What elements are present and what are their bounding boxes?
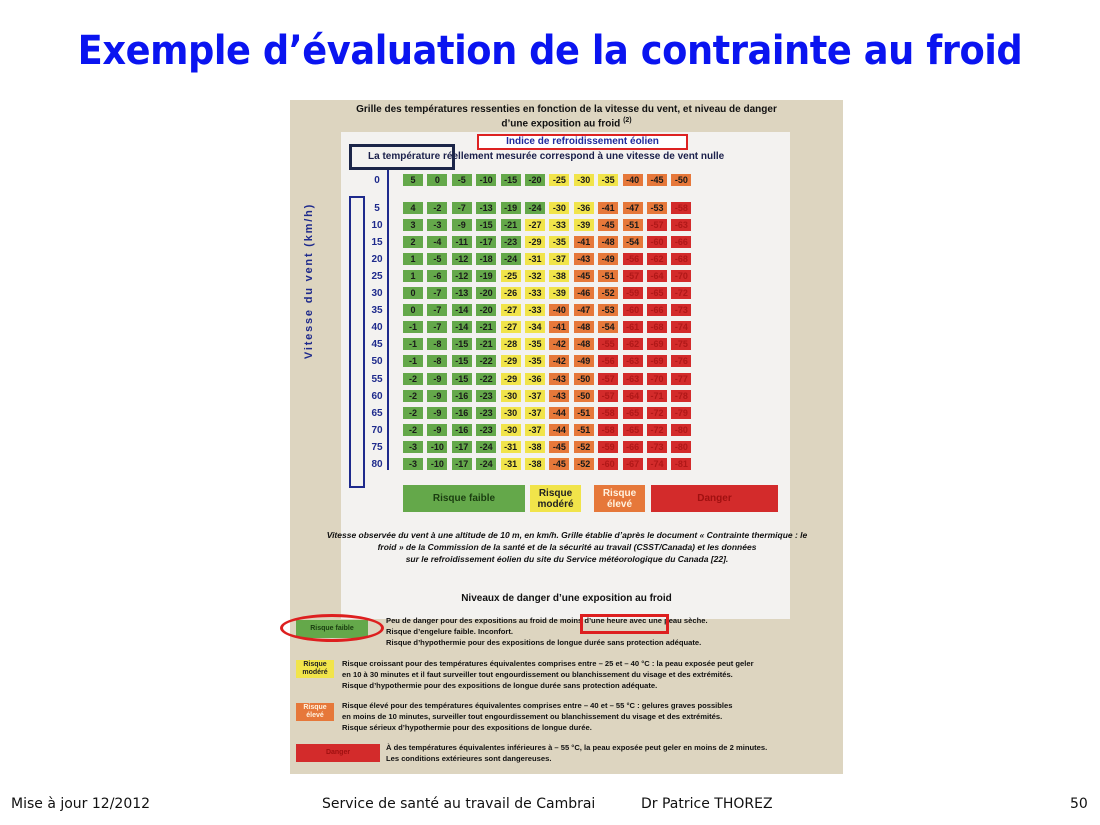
grid-cell: -21: [476, 338, 496, 350]
header-cell: -30: [574, 174, 594, 186]
grid-cell: -49: [574, 355, 594, 367]
header-cell: -35: [598, 174, 618, 186]
grid-cell: -57: [598, 390, 618, 402]
grid-cell: -43: [549, 373, 569, 385]
speed-label: 10: [371, 220, 383, 232]
legend-risque-faible: Risque faible: [403, 485, 525, 512]
grid-cell: -48: [598, 236, 618, 248]
grid-cell: -24: [476, 441, 496, 453]
grid-cell: -21: [501, 219, 521, 231]
grid-cell: -37: [525, 407, 545, 419]
grid-cell: -72: [671, 287, 691, 299]
grid-cell: -23: [476, 424, 496, 436]
grid-cell: -21: [476, 321, 496, 333]
grid-cell: -33: [549, 219, 569, 231]
grid-cell: -31: [501, 458, 521, 470]
wind-axis-label: Vitesse du vent (km/h): [303, 202, 315, 360]
grid-cell: -37: [525, 424, 545, 436]
grid-cell: -14: [452, 304, 472, 316]
grid-cell: -64: [647, 270, 667, 282]
grid-cell: -63: [623, 373, 643, 385]
grid-cell: -19: [476, 270, 496, 282]
speed-label: 15: [371, 237, 383, 249]
grid-cell: -61: [623, 321, 643, 333]
level-text-faible-line3: Risque d’hypothermie pour des expositions de longue durée sans protection adéquate.: [386, 638, 702, 647]
grid-cell: -72: [647, 407, 667, 419]
highlight-oval: [280, 614, 384, 642]
grid-cell: -66: [623, 441, 643, 453]
grid-cell: -9: [427, 390, 447, 402]
level-text-eleve: [342, 700, 837, 733]
grid-cell: -66: [671, 236, 691, 248]
mesure-highlight-box: [349, 144, 455, 170]
grid-cell: -9: [427, 424, 447, 436]
grid-cell: -44: [549, 424, 569, 436]
grid-cell: -40: [549, 304, 569, 316]
grid-cell: -10: [427, 458, 447, 470]
speed-label: 45: [371, 339, 383, 351]
header-cell: 5: [403, 174, 423, 186]
grid-cell: -34: [525, 321, 545, 333]
level-text-modere-line3: Risque d’hypothermie pour des expositions de longue durée sans protection adéquate.: [342, 681, 658, 690]
grid-cell: -9: [427, 407, 447, 419]
grid-cell: -17: [452, 458, 472, 470]
grid-cell: -35: [549, 236, 569, 248]
footer-service: Service de santé au travail de Cambrai: [322, 796, 596, 812]
grid-cell: -47: [623, 202, 643, 214]
header-cell: -15: [501, 174, 521, 186]
highlight-rect: [580, 614, 669, 634]
document-title-ref: (2): [623, 117, 632, 124]
grid-cell: -30: [501, 390, 521, 402]
grid-cell: -2: [403, 373, 423, 385]
level-text-faible-line2: Risque d’engelure faible. Inconfort.: [386, 627, 513, 636]
grid-cell: -31: [501, 441, 521, 453]
grid-cell: -53: [598, 304, 618, 316]
level-text-danger-line2: Les conditions extérieures sont dangereuses.: [386, 754, 552, 763]
grid-cell: -76: [671, 355, 691, 367]
grid-cell: -52: [574, 458, 594, 470]
grid-cell: -15: [452, 338, 472, 350]
footer-page-number: 50: [1070, 796, 1088, 812]
document-title-line2: d’une exposition au froid $^{(2)}$: [501, 117, 632, 130]
grid-cell: -75: [671, 338, 691, 350]
grid-cell: -16: [452, 390, 472, 402]
grid-cell: -37: [549, 253, 569, 265]
legend-risque-eleve: Risque élevé: [594, 485, 645, 512]
grid-cell: -4: [427, 236, 447, 248]
grid-cell: 3: [403, 219, 423, 231]
grid-cell: -73: [647, 441, 667, 453]
footer-date: Mise à jour 12/2012: [11, 796, 151, 812]
level-text-eleve-line1: Risque élevé pour des températures équivalentes comprises entre – 40 et – 55 °C : gelures graves possibles: [342, 701, 733, 710]
grid-cell: -45: [549, 441, 569, 453]
grid-cell: -9: [452, 219, 472, 231]
windchill-document: [290, 100, 843, 774]
grid-cell: -72: [647, 424, 667, 436]
grid-cell: -57: [598, 373, 618, 385]
level-text-eleve-line2: en moins de 10 minutes, surveiller tout engourdissement ou blanchissement du visage et des extrémités.: [342, 712, 723, 721]
grid-cell: -33: [525, 304, 545, 316]
speed-label: 70: [371, 424, 383, 436]
grid-cell: -38: [549, 270, 569, 282]
grid-cell: -80: [671, 424, 691, 436]
grid-cell: -12: [452, 253, 472, 265]
grid-cell: -22: [476, 355, 496, 367]
grid-cell: -24: [501, 253, 521, 265]
speed-label: 60: [371, 390, 383, 402]
header-cell: -45: [647, 174, 667, 186]
grid-cell: -15: [452, 373, 472, 385]
grid-cell: -48: [574, 338, 594, 350]
grid-cell: -12: [452, 270, 472, 282]
grid-cell: -36: [525, 373, 545, 385]
grid-cell: -45: [549, 458, 569, 470]
grid-cell: -7: [427, 287, 447, 299]
grid-cell: -17: [476, 236, 496, 248]
source-note-line1: Vitesse observée du vent à une altitude de 10 m, en km/h. Grille établie d’après le document « Contrainte thermique : le: [326, 530, 808, 540]
grid-cell: -39: [574, 219, 594, 231]
grid-cell: -29: [501, 373, 521, 385]
grid-cell: -7: [427, 304, 447, 316]
grid-cell: 2: [403, 236, 423, 248]
header-cell: -25: [549, 174, 569, 186]
grid-cell: -32: [525, 270, 545, 282]
grid-cell: -77: [671, 373, 691, 385]
grid-cell: -70: [671, 270, 691, 282]
speed-label: 25: [371, 271, 383, 283]
wind-axis-box: [349, 196, 365, 488]
grid-cell: -13: [452, 287, 472, 299]
grid-cell: -63: [623, 355, 643, 367]
grid-cell: -29: [525, 236, 545, 248]
grid-cell: -29: [501, 355, 521, 367]
document-title: [290, 104, 843, 129]
grid-cell: -25: [501, 270, 521, 282]
header-cell: -10: [476, 174, 496, 186]
grid-cell: -63: [671, 219, 691, 231]
grid-cell: 0: [403, 304, 423, 316]
grid-cell: -2: [427, 202, 447, 214]
grid-cell: -42: [549, 338, 569, 350]
grid-cell: -81: [671, 458, 691, 470]
speed-label: 20: [371, 254, 383, 266]
grid-cell: -50: [574, 390, 594, 402]
grid-cell: -15: [476, 219, 496, 231]
grid-cell: -60: [623, 304, 643, 316]
grid-cell: -16: [452, 407, 472, 419]
grid-cell: -68: [671, 253, 691, 265]
level-badge-modere: Risque modéré: [296, 660, 334, 678]
grid-cell: -23: [476, 390, 496, 402]
grid-cell: -55: [598, 338, 618, 350]
grid-cell: -8: [427, 355, 447, 367]
grid-cell: -15: [452, 355, 472, 367]
grid-cell: -28: [501, 338, 521, 350]
grid-cell: -48: [574, 321, 594, 333]
grid-cell: 1: [403, 270, 423, 282]
speed-label: 40: [371, 322, 383, 334]
grid-cell: -35: [525, 355, 545, 367]
grid-cell: -7: [452, 202, 472, 214]
grid-cell: -51: [574, 424, 594, 436]
grid-cell: -13: [476, 202, 496, 214]
grid-cell: -1: [403, 321, 423, 333]
grid-cell: -73: [671, 304, 691, 316]
speed-label: 55: [371, 373, 383, 385]
mesure-label: La température réellement mesurée correspond à une vitesse de vent nulle: [368, 151, 725, 162]
grid-cell: -70: [647, 373, 667, 385]
legend-danger: Danger: [651, 485, 778, 512]
grid-cell: -19: [501, 202, 521, 214]
grid-cell: -66: [647, 304, 667, 316]
header-cell: 0: [427, 174, 447, 186]
grid-cell: -52: [598, 287, 618, 299]
grid-cell: -30: [549, 202, 569, 214]
grid-cell: -67: [623, 458, 643, 470]
grid-cell: -58: [598, 407, 618, 419]
grid-cell: -53: [647, 202, 667, 214]
speed-label: 75: [371, 441, 383, 453]
level-badge-danger: Danger: [296, 744, 380, 762]
grid-cell: -41: [549, 321, 569, 333]
source-note-line2: froid » de la Commission de la santé et de la sécurité au travail (CSST/Canada) et les données: [377, 542, 757, 552]
grid-cell: -20: [476, 304, 496, 316]
grid-cell: -57: [623, 270, 643, 282]
grid-cell: 1: [403, 253, 423, 265]
grid-cell: -11: [452, 236, 472, 248]
footer-author: Dr Patrice THOREZ: [641, 796, 773, 812]
grid-cell: -78: [671, 390, 691, 402]
grid-cell: -65: [623, 407, 643, 419]
grid-cell: -43: [574, 253, 594, 265]
grid-cell: -30: [501, 407, 521, 419]
speed-label: 80: [371, 458, 383, 470]
grid-cell: -51: [598, 270, 618, 282]
speed-label: 35: [371, 305, 383, 317]
source-note: [302, 529, 832, 565]
grid-cell: -10: [427, 441, 447, 453]
grid-cell: -38: [525, 458, 545, 470]
speed-label: 50: [371, 356, 383, 368]
grid-cell: -51: [623, 219, 643, 231]
level-text-modere-line1: Risque croissant pour des températures équivalentes comprises entre – 25 et – 40 °C : la peau exposée peut geler: [342, 659, 754, 668]
grid-cell: -57: [647, 219, 667, 231]
grid-cell: -69: [647, 355, 667, 367]
level-badge-eleve: Risque élevé: [296, 703, 334, 721]
grid-cell: -20: [476, 287, 496, 299]
grid-cell: -62: [623, 338, 643, 350]
grid-cell: -17: [452, 441, 472, 453]
grid-cell: -3: [427, 219, 447, 231]
legend-risque-modere: Risque modéré: [530, 485, 581, 512]
levels-title: Niveaux de danger d’une exposition au froid: [461, 593, 672, 604]
header-cell: -5: [452, 174, 472, 186]
grid-cell: -24: [525, 202, 545, 214]
grid-cell: -65: [623, 424, 643, 436]
grid-cell: -35: [525, 338, 545, 350]
source-note-line3: sur le refroidissement éolien du site du Service météorologique du Canada [22].: [405, 554, 729, 564]
header-cell: -50: [671, 174, 691, 186]
grid-cell: -1: [403, 338, 423, 350]
grid-cell: -42: [549, 355, 569, 367]
speed-label: 5: [374, 203, 380, 214]
grid-cell: -9: [427, 373, 447, 385]
grid-cell: -5: [427, 253, 447, 265]
grid-cell: -39: [549, 287, 569, 299]
document-title-line1: Grille des températures ressenties en fonction de la vitesse du vent, et niveau de danger: [356, 104, 777, 115]
grid-cell: -64: [623, 390, 643, 402]
grid-cell: -68: [647, 321, 667, 333]
grid-cell: -16: [452, 424, 472, 436]
grid-cell: -14: [452, 321, 472, 333]
header-cell: -20: [525, 174, 545, 186]
grid-cell: 0: [403, 287, 423, 299]
grid-cell: -6: [427, 270, 447, 282]
grid-cell: -2: [403, 390, 423, 402]
grid-cell: -74: [647, 458, 667, 470]
grid-cell: -23: [501, 236, 521, 248]
grid-cell: -33: [525, 287, 545, 299]
grid-cell: -46: [574, 287, 594, 299]
grid-cell: -18: [476, 253, 496, 265]
grid-cell: -60: [647, 236, 667, 248]
grid-cell: -26: [501, 287, 521, 299]
grid-cell: -7: [427, 321, 447, 333]
grid-cell: -80: [671, 441, 691, 453]
speed-label: 65: [371, 407, 383, 419]
grid-cell: -51: [574, 407, 594, 419]
grid-cell: -22: [476, 373, 496, 385]
grid-cell: -45: [598, 219, 618, 231]
slide-title: Exemple d’évaluation de la contrainte au froid: [77, 28, 1023, 74]
grid-cell: -54: [598, 321, 618, 333]
grid-cell: -49: [598, 253, 618, 265]
grid-cell: -69: [647, 338, 667, 350]
grid-cell: 4: [403, 202, 423, 214]
grid-cell: -74: [671, 321, 691, 333]
grid-cell: -2: [403, 424, 423, 436]
grid-cell: -60: [598, 458, 618, 470]
grid-cell: -36: [574, 202, 594, 214]
grid-cell: -23: [476, 407, 496, 419]
grid-cell: -71: [647, 390, 667, 402]
grid-cell: -52: [574, 441, 594, 453]
speed-label: 0: [374, 175, 380, 186]
level-text-eleve-line3: Risque sérieux d’hypothermie pour des expositions de longue durée.: [342, 723, 592, 732]
indice-label: Indice de refroidissement éolien: [477, 134, 688, 150]
grid-cell: -54: [623, 236, 643, 248]
grid-cell: -56: [623, 253, 643, 265]
grid-cell: -59: [623, 287, 643, 299]
grid-cell: -56: [598, 355, 618, 367]
grid-cell: -38: [525, 441, 545, 453]
grid-cell: -37: [525, 390, 545, 402]
level-text-modere-line2: en 10 à 30 minutes et il faut surveiller tout engourdissement ou blanchissement du visage et des extrémités.: [342, 670, 733, 679]
grid-cell: -44: [549, 407, 569, 419]
header-cell: -40: [623, 174, 643, 186]
grid-cell: -58: [598, 424, 618, 436]
grid-cell: -59: [598, 441, 618, 453]
grid-cell: -58: [671, 202, 691, 214]
grid-cell: -1: [403, 355, 423, 367]
grid-cell: -3: [403, 441, 423, 453]
level-text-modere: [342, 658, 837, 691]
grid-cell: -41: [574, 236, 594, 248]
grid-cell: -62: [647, 253, 667, 265]
level-badge-faible: Risque faible: [296, 620, 368, 638]
grid-cell: -27: [501, 304, 521, 316]
grid-cell: -65: [647, 287, 667, 299]
grid-cell: -47: [574, 304, 594, 316]
grid-cell: -2: [403, 407, 423, 419]
grid-cell: -43: [549, 390, 569, 402]
level-text-danger: [386, 742, 881, 764]
grid-cell: -79: [671, 407, 691, 419]
grid-cell: -31: [525, 253, 545, 265]
grid-cell: -50: [574, 373, 594, 385]
level-text-danger-line1: À des températures équivalentes inférieures à – 55 °C, la peau exposée peut geler en moins de 2 minutes.: [386, 743, 768, 752]
grid-cell: -27: [525, 219, 545, 231]
grid-cell: -30: [501, 424, 521, 436]
grid-cell: -3: [403, 458, 423, 470]
grid-cell: -27: [501, 321, 521, 333]
grid-cell: -45: [574, 270, 594, 282]
level-text-faible-line1: Peu de danger pour des expositions au froid de moins d’une heure avec une peau sèche.: [386, 616, 708, 625]
grid-cell: -24: [476, 458, 496, 470]
grid-cell: -8: [427, 338, 447, 350]
grid-cell: -41: [598, 202, 618, 214]
speed-label: 30: [371, 288, 383, 300]
